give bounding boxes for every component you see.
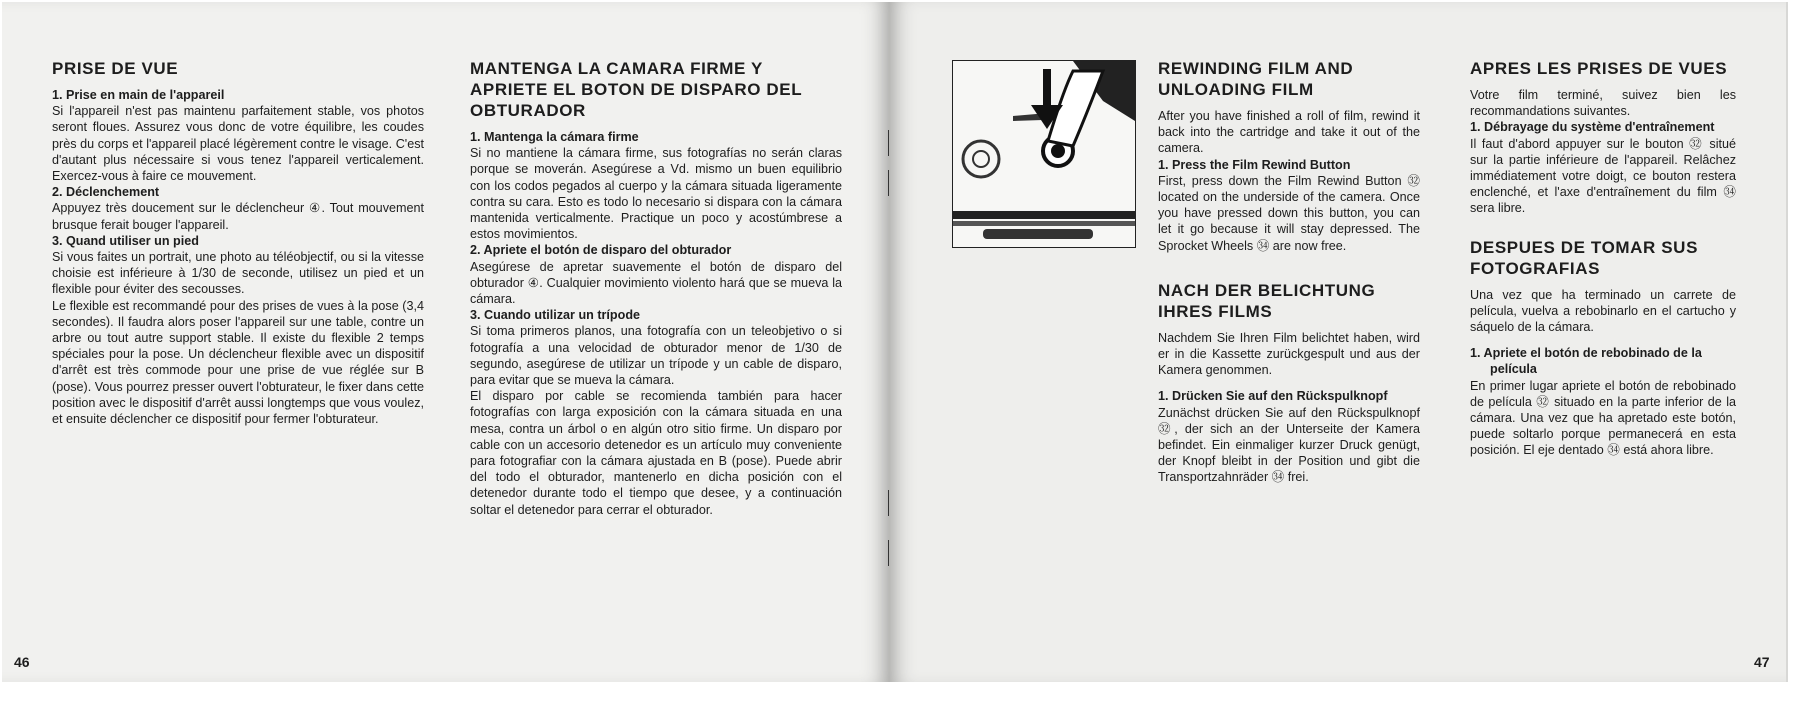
left-column-spanish <box>470 58 842 518</box>
subsection-title: 1. Mantenga la cámara firme <box>470 130 639 144</box>
subsection-title: 1. Drücken Sie auf den Rückspulknopf <box>1158 389 1388 404</box>
section-title: APRES LES PRISES DE VUES <box>1470 59 1728 78</box>
page-number-left: 46 <box>14 654 30 670</box>
subsection-title: 1. Débrayage du système d'entraînement <box>1470 120 1715 135</box>
paragraph: First, press down the Film Rewind Button ㉜ located on the underside of the camera. Once you have pressed down this button, you can let it go because it will stay depressed. The Sprocket Wheels ㉞ are now free. <box>1158 173 1420 253</box>
paragraph: After you have finished a roll of film, rewind it back into the cartridge and take it out of the camera. <box>1158 109 1420 156</box>
paragraph: Si toma primeros planos, una fotografía con un teleobjetivo o si fotografía a una velocidad de obturador menor de 1/30 de segundo, asegúrese de utilizar un trípode y un cable de disparo, para evitar que se mueva la cámara. <box>470 324 842 388</box>
section-title: MANTENGA LA CAMARA FIRME Y APRIETE EL BOTON DE DISPARO DEL OBTURADOR <box>470 59 802 120</box>
paragraph: Si l'appareil n'est pas maintenu parfaitement stable, vos photos seront floues. Assurez vous donc de votre équilibre, les coudes près du corps et l'appareil placé légèrement contre le visage. C'est d'autant plus nécessaire si vous tenez l'appareil verticalement. Exercez-vous à faire ce mouvement. <box>52 104 424 184</box>
page-number-right: 47 <box>1754 654 1770 670</box>
paragraph: Le flexible est recommandé pour des prises de vues à la pose (3,4 secondes). Il faudra alors poser l'appareil sur une table, contre un arbre ou tout autre support stable. Il existe du flexible 2 temps spéciales pour la pose. Un déclencheur flexible avec un dispositif d'arrêt est très commode pour une prise de vue réglée sur B (pose). Vous pourrez presser ouvert l'obturateur, le fixer dans cette position avec le dispositif d'arrêt aussi longtemps que vous voulez, et ensuite déclencher ce dispositif pour fermer l'obturateur. <box>52 298 425 427</box>
subsection-title: 1. Press the Film Rewind Button <box>1158 157 1351 172</box>
subsection-title: 2. Apriete el botón de disparo del obturador <box>470 243 732 258</box>
section-title: NACH DER BELICHTUNG IHRES FILMS <box>1158 280 1376 321</box>
paragraph: Votre film terminé, suivez bien les recommandations suivantes. <box>1470 88 1736 119</box>
paragraph: Una vez que ha terminado un carrete de película, vuelva a rebobinarlo en el cartucho y sáquelo de la cámara. <box>1470 287 1736 335</box>
paragraph: Si vous faites un portrait, une photo au téléobjectif, ou si la vitesse choisie est inférieure à 1/30 de seconde, utilisez un pied et un flexible pour éviter des secousses. <box>52 250 424 297</box>
paragraph: En primer lugar apriete el botón de rebobinado de película ㉜ situado en la parte inferior de la cámara. Una vez que ha apretado este botón, puede soltarlo porque permanecerá en esta posición. El eje dentado ㉞ está ahora libre. <box>1470 378 1736 458</box>
subsection-title: 2. Déclenchement <box>52 185 160 200</box>
paragraph: Asegúrese de apretar suavemente el botón de disparo del obturador ④. Cualquier movimiento violento hará que se mueva la cámara. <box>470 259 842 307</box>
subsection-title: 1. Apriete el botón de rebobinado de la película <box>1470 346 1702 377</box>
right-column-french-spanish <box>1470 58 1736 459</box>
paragraph: Si no mantiene la cámara firme, sus fotografías no serán claras porque se moverán. Asegúrese a Vd. mismo un buen equilibrio con los codos pegados al cuerpo y la cámara situada ligeramente contra su cara. Esto es todo lo necesario si dispara con la cámara mantenida verticalmente. Practique un poco y acostúmbrese a estos movimientos. <box>470 146 842 242</box>
subsection-title: 1. Prise en main de l'appareil <box>52 88 225 102</box>
left-column-french <box>52 58 424 427</box>
section-title: REWINDING FILM AND UNLOADING FILM <box>1158 59 1354 99</box>
paragraph: El disparo por cable se recomienda también para hacer fotografías con larga exposición con la cámara situada en una mesa, contra un árbol o en algún otro sitio firme. Un disparo por cable con un accesorio detenedor es un artículo muy conveniente para fotografiar con la cámara ajustada en B (pose). Puede abrir del todo el obturador, mantenerlo en dicha posición con el detenedor durante todo el tiempo que desee, y a continuación soltar el detenedor para cerrar el obturador. <box>470 389 842 517</box>
paragraph: Zunächst drücken Sie auf den Rückspulknopf ㉜, der sich an der Unterseite der Kamera befindet. Ein einmaliger kurzer Druck genügt, der Knopf bleibt in der Position und gibt die Transportzahnräder ㉞ frei. <box>1158 405 1420 485</box>
right-column-english-german <box>1158 58 1420 486</box>
film-rewind-button-illustration <box>952 60 1136 248</box>
camera-underside-icon <box>953 61 1135 247</box>
paragraph: Nachdem Sie Ihren Film belichtet haben, wird er in die Kassette zurückgespult und aus der Kamera genommen. <box>1158 330 1420 378</box>
paragraph: Il faut d'abord appuyer sur le bouton ㉜ situé sur la partie inférieure de l'appareil. Relâchez immédiatement votre doigt, ce bouton restera enclenché, et l'axe d'entraînement du film ㉞ sera libre. <box>1470 136 1736 216</box>
section-title: PRISE DE VUE <box>52 59 179 78</box>
subsection-title: 3. Cuando utilizar un trípode <box>470 308 641 323</box>
section-title: DESPUES DE TOMAR SUS FOTOGRAFIAS <box>1470 237 1699 278</box>
paragraph: Appuyez très doucement sur le déclencheur ④. Tout mouvement brusque ferait bouger l'appareil. <box>52 201 424 232</box>
left-page <box>2 2 889 682</box>
subsection-title: 3. Quand utiliser un pied <box>52 233 199 248</box>
